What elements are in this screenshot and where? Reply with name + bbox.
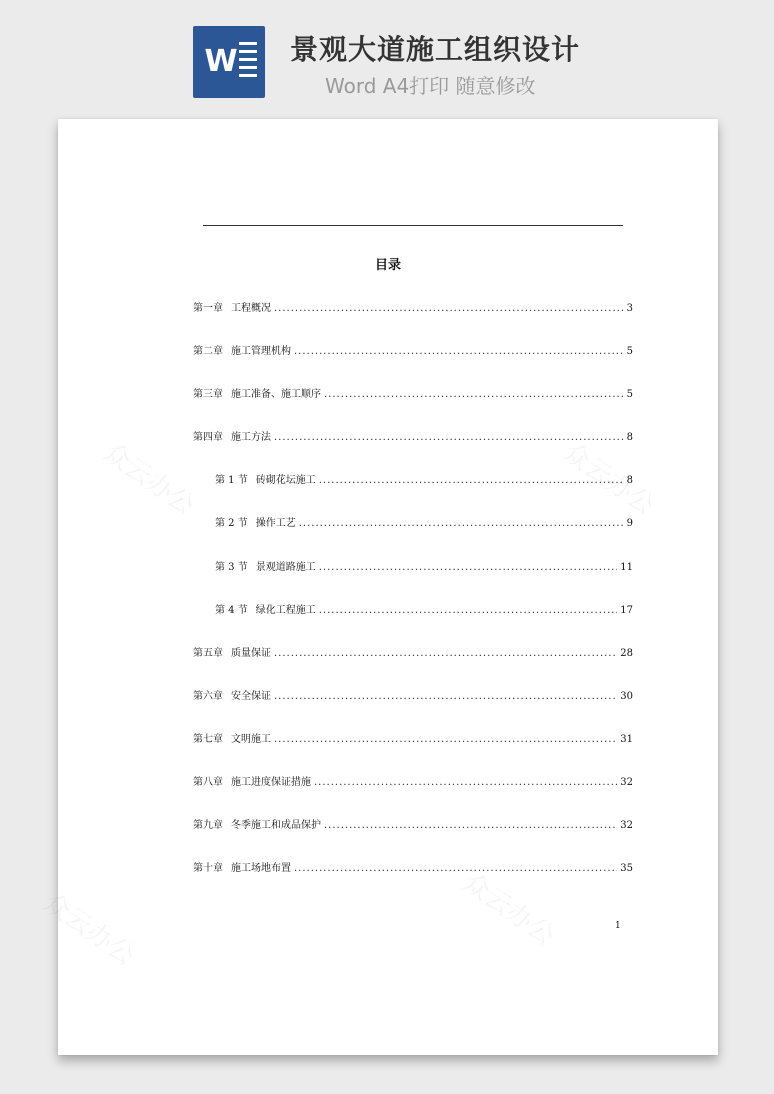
toc-entry[interactable] xyxy=(193,859,633,875)
toc-entry-title: 安全保证 xyxy=(231,691,271,702)
toc-entry[interactable] xyxy=(215,471,633,487)
toc-entry-title: 绿化工程施工 xyxy=(255,605,316,616)
toc-leader-dots xyxy=(274,303,624,314)
toc-entry-page: 32 xyxy=(620,777,633,788)
toc-entry-title: 工程概况 xyxy=(231,303,271,314)
toc-entry[interactable] xyxy=(193,385,633,401)
toc-entry-page: 30 xyxy=(620,691,633,702)
toc-entry-number: 第二章 xyxy=(193,346,223,357)
toc-entry-page: 32 xyxy=(620,820,633,831)
toc-entry-number: 第一章 xyxy=(193,303,223,314)
toc-entry-number: 第十章 xyxy=(193,863,223,874)
toc-entry-page: 8 xyxy=(626,475,633,486)
toc-entry-title: 质量保证 xyxy=(231,648,271,659)
toc-entry-number: 第三章 xyxy=(193,389,223,400)
toc-entry[interactable] xyxy=(215,601,633,617)
toc-leader-dots xyxy=(319,475,624,486)
toc-entry-number: 第 3 节 xyxy=(215,562,248,573)
toc-entry-title: 施工方法 xyxy=(231,432,271,443)
toc-entry-number: 第 1 节 xyxy=(215,475,248,486)
watermark xyxy=(457,863,563,953)
toc-entry[interactable] xyxy=(215,514,633,530)
toc-entry[interactable] xyxy=(193,299,633,315)
toc-entry[interactable] xyxy=(193,342,633,358)
toc-entry-number: 第六章 xyxy=(193,691,223,702)
toc-entry-number: 第五章 xyxy=(193,648,223,659)
toc-entry-number: 第四章 xyxy=(193,432,223,443)
toc-entry-title: 施工管理机构 xyxy=(231,346,291,357)
toc-entry-title: 冬季施工和成品保护 xyxy=(231,820,321,831)
toc-entry[interactable] xyxy=(193,816,633,832)
document-page xyxy=(58,119,718,1055)
watermark xyxy=(97,433,203,523)
banner-subtitle: Word A4打印 随意修改 xyxy=(325,74,536,98)
banner xyxy=(0,0,774,118)
toc-entry[interactable] xyxy=(215,558,633,574)
toc-entry[interactable] xyxy=(193,687,633,703)
toc-entry-title: 施工场地布置 xyxy=(231,863,291,874)
toc-leader-dots xyxy=(274,648,617,659)
toc-entry-number: 第九章 xyxy=(193,820,223,831)
toc-entry-page: 9 xyxy=(626,518,633,529)
toc-entry-page: 31 xyxy=(620,734,633,745)
toc-entry-page: 5 xyxy=(626,389,633,400)
toc-entry-title: 操作工艺 xyxy=(255,518,296,529)
toc-entry-page: 35 xyxy=(620,863,633,874)
toc-entry[interactable] xyxy=(193,644,633,660)
toc-leader-dots xyxy=(324,389,624,400)
toc-entry[interactable] xyxy=(193,428,633,444)
toc-entry-page: 8 xyxy=(626,432,633,443)
toc-entry-page: 17 xyxy=(620,605,633,616)
toc-leader-dots xyxy=(319,562,618,573)
toc-entry-number: 第 2 节 xyxy=(215,518,248,529)
toc-leader-dots xyxy=(314,777,617,788)
toc-leader-dots xyxy=(274,691,617,702)
toc-entry-page: 28 xyxy=(620,648,633,659)
toc-entry[interactable] xyxy=(193,773,633,789)
toc-entry-title: 文明施工 xyxy=(231,734,271,745)
toc-entry-title: 砖砌花坛施工 xyxy=(255,475,316,486)
toc-leader-dots xyxy=(274,432,624,443)
toc-leader-dots xyxy=(294,863,617,874)
header-rule xyxy=(203,225,623,226)
word-logo-lines xyxy=(239,42,257,82)
toc-entry-page: 11 xyxy=(620,562,633,573)
toc-entry-number: 第 4 节 xyxy=(215,605,248,616)
toc-entry-page: 3 xyxy=(626,303,633,314)
toc-entry-title: 施工进度保证措施 xyxy=(231,777,311,788)
toc-entry-title: 景观道路施工 xyxy=(255,562,316,573)
toc-leader-dots xyxy=(299,518,624,529)
banner-title: 景观大道施工组织设计 xyxy=(290,33,581,66)
word-icon xyxy=(193,26,265,98)
watermark xyxy=(37,883,143,973)
toc-leader-dots xyxy=(324,820,617,831)
toc-leader-dots xyxy=(294,346,624,357)
toc-entry-page: 5 xyxy=(626,346,633,357)
toc-entry-number: 第八章 xyxy=(193,777,223,788)
toc-entry-title: 施工准备、施工顺序 xyxy=(231,389,321,400)
word-logo-letter: W xyxy=(204,44,238,79)
toc-leader-dots xyxy=(274,734,617,745)
toc-entry[interactable] xyxy=(193,730,633,746)
toc-entry-number: 第七章 xyxy=(193,734,223,745)
toc-title: 目录 xyxy=(374,258,401,273)
toc-leader-dots xyxy=(319,605,618,616)
page-number: 1 xyxy=(615,921,621,931)
